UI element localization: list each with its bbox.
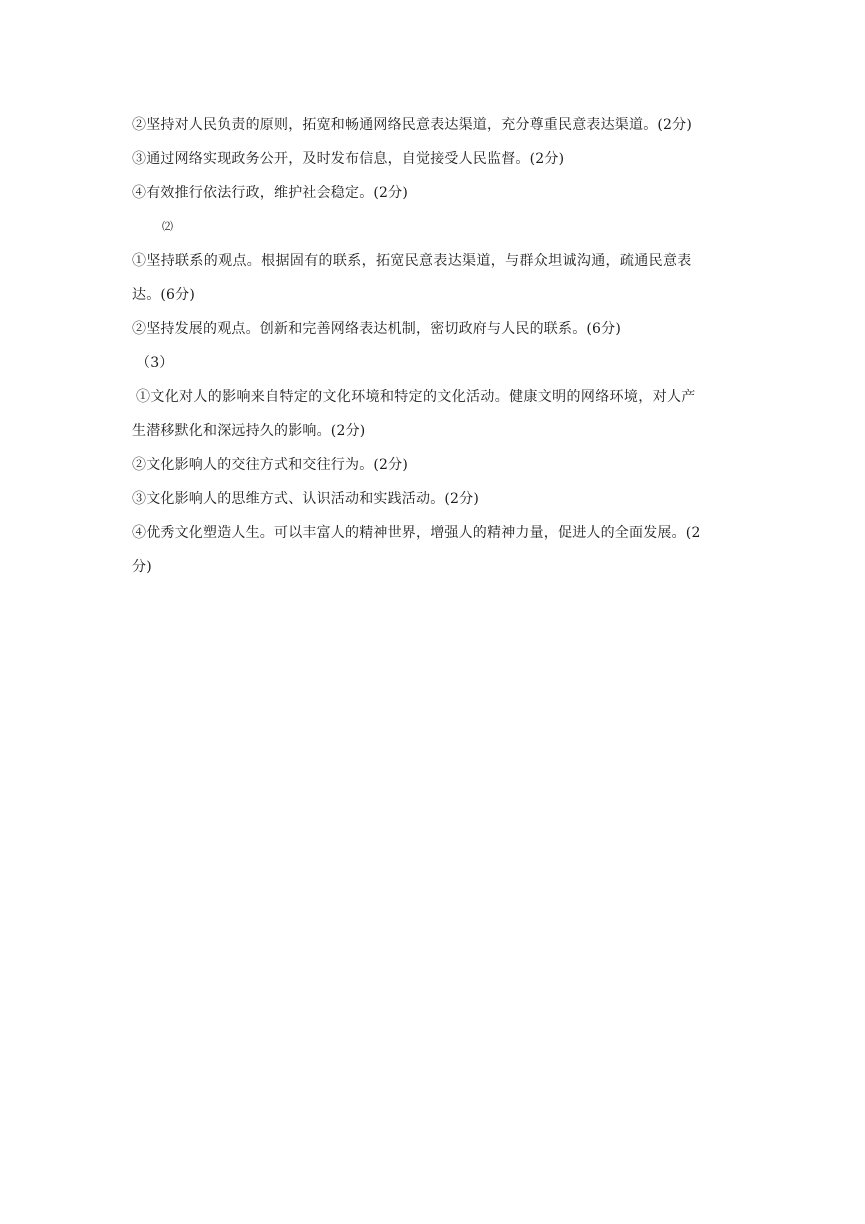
s1-item-4: ④有效推行依法行政，维护社会稳定。(2分): [132, 185, 409, 201]
s3-item-1-line-1: ①文化对人的影响来自特定的文化环境和特定的文化活动。健康文明的网络环境，对人产: [136, 389, 696, 405]
s3-item-2: ②文化影响人的交往方式和交往行为。(2分): [132, 457, 409, 473]
section-3-marker: （3）: [136, 355, 174, 371]
s1-item-2: ②坚持对人民负责的原则，拓宽和畅通网络民意表达渠道，充分尊重民意表达渠道。(2分): [132, 117, 693, 133]
s3-item-4-line-2: 分): [132, 559, 152, 575]
answer-text-block: [132, 108, 742, 584]
s3-item-3: ③文化影响人的思维方式、认识活动和实践活动。(2分): [132, 491, 480, 507]
s2-item-1-line-1: ①坚持联系的观点。根据固有的联系，拓宽民意表达渠道，与群众坦诚沟通，疏通民意表: [132, 253, 692, 269]
s2-item-1-line-2: 达。(6分): [132, 287, 196, 303]
s3-item-1-line-2: 生潜移默化和深远持久的影响。(2分): [132, 423, 366, 439]
section-2-marker: ⑵: [162, 220, 174, 233]
s2-item-2: ②坚持发展的观点。创新和完善网络表达机制，密切政府与人民的联系。(6分): [132, 321, 622, 337]
s1-item-3: ③通过网络实现政务公开，及时发布信息，自觉接受人民监督。(2分): [132, 151, 565, 167]
s3-item-4-line-1: ④优秀文化塑造人生。可以丰富人的精神世界，增强人的精神力量，促进人的全面发展。(2: [132, 525, 701, 541]
